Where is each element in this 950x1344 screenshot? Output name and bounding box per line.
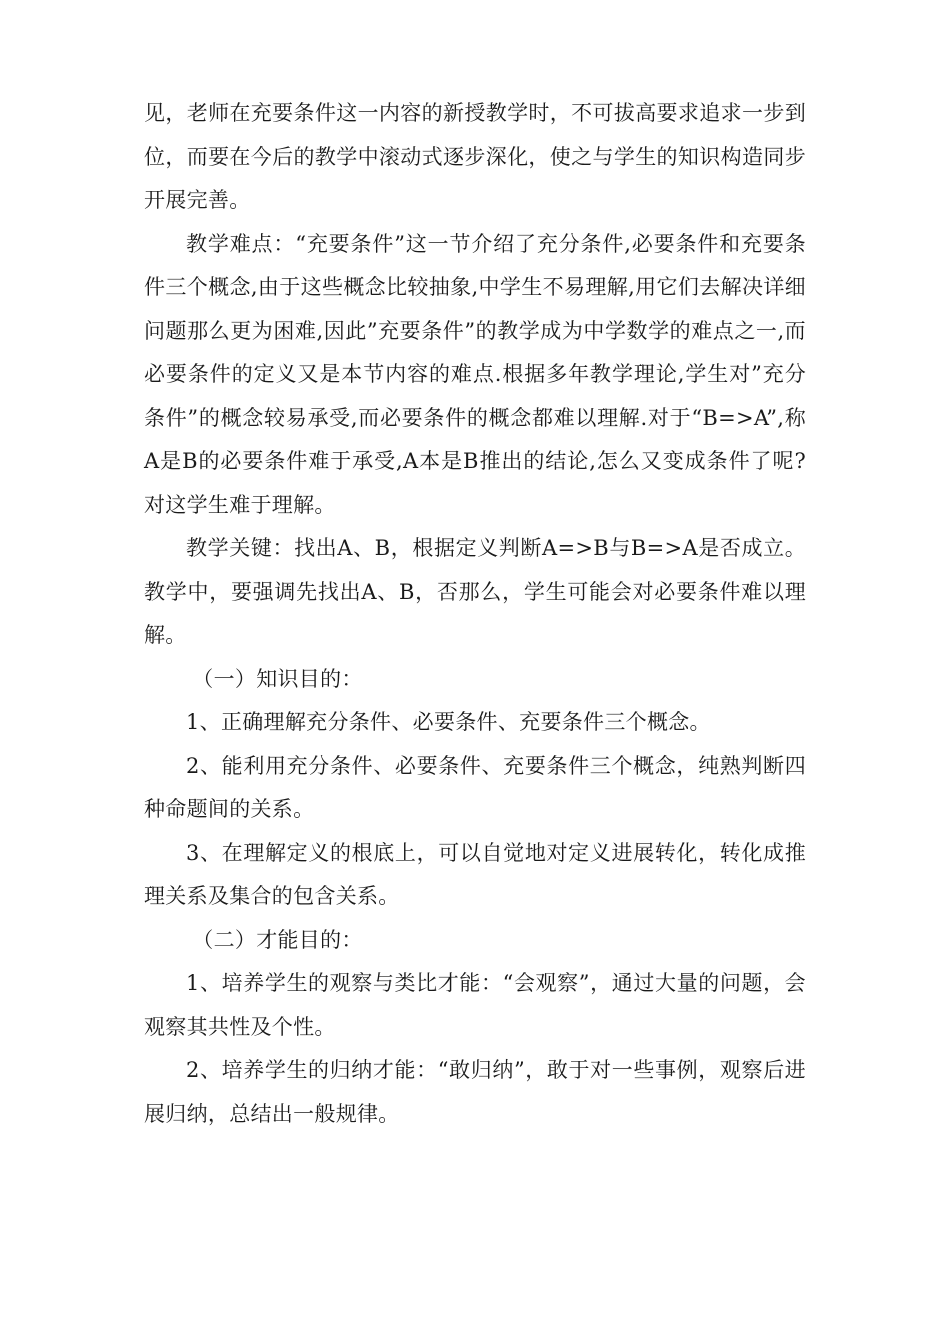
document-body — [144, 92, 806, 1136]
ability-goal-2: 2、培养学生的归纳才能：“敢归纳”，敢于对一些事例，观察后进展归纳，总结出一般规律。 — [144, 1058, 806, 1126]
knowledge-goal-1: 1、正确理解充分条件、必要条件、充要条件三个概念。 — [186, 710, 711, 734]
heading-knowledge-goals: （一）知识目的： — [192, 666, 363, 691]
knowledge-goal-2: 2、能利用充分条件、必要条件、充要条件三个概念，纯熟判断四种命题间的关系。 — [144, 753, 806, 821]
heading-ability-goals: （二）才能目的： — [192, 927, 363, 952]
paragraph-continuation: 见，老师在充要条件这一内容的新授教学时，不可拔高要求追求一步到位，而要在今后的教学中滚动式逐步深化，使之与学生的知识构造同步开展完善。 — [144, 101, 806, 212]
paragraph-teaching-difficulty: 教学难点：“充要条件”这一节介绍了充分条件,必要条件和充要条件三个概念,由于这些概念比较抽象,中学生不易理解,用它们去解决详细问题那么更为困难,因此”充要条件”的教学成为中学数学的难点之一,而必要条件的定义又是本节内容的难点.根据多年教学理论,学生对”充分条件”的概念较易承受,而必要条件的概念都难以理解.对于“B=>A”,称A是B的必要条件难于承受,A本是B推出的结论,怎么又变成条件了呢?对这学生难于理解。 — [144, 231, 806, 517]
ability-goal-1: 1、培养学生的观察与类比才能：“会观察”，通过大量的问题，会观察其共性及个性。 — [144, 971, 806, 1039]
knowledge-goal-3: 3、在理解定义的根底上，可以自觉地对定义进展转化，转化成推理关系及集合的包含关系。 — [144, 840, 806, 908]
paragraph-teaching-key: 教学关键：找出A、B，根据定义判断A=>B与B=>A是否成立。教学中，要强调先找出A、B，否那么，学生可能会对必要条件难以理解。 — [144, 536, 806, 647]
